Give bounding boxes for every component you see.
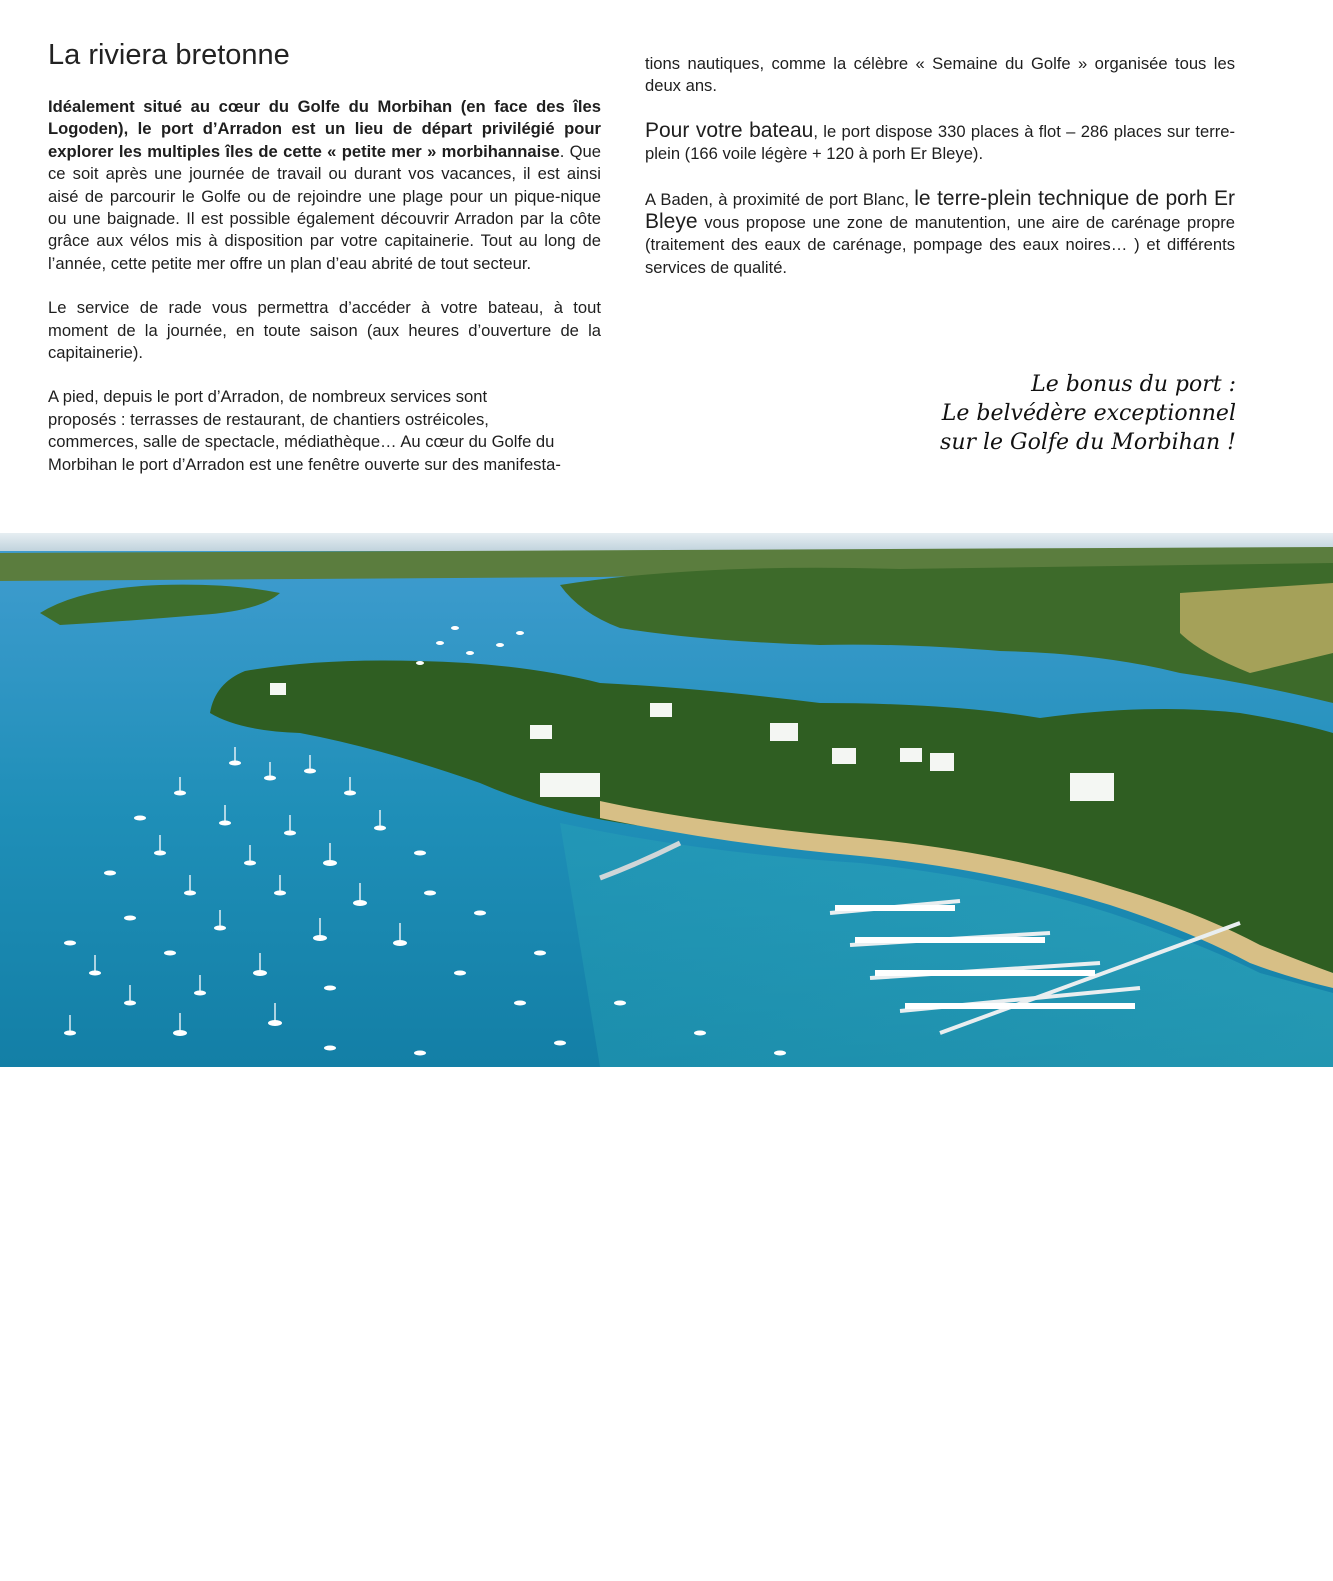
rade-service-paragraph: Le service de rade vous permettra d’accéder à votre bateau, à tout moment de la journée, en toute saison (aux heures d’ouverture de la capitainerie). (48, 298, 601, 363)
services-line-4: Morbihan le port d’Arradon est une fenêtre ouverte sur des manifesta- (48, 454, 561, 474)
baden-text: vous propose une zone de manutention, une aire de carénage propre (traitement des eaux de carénage, pompage des eaux noires… ) et différents services de qualité. (645, 213, 1235, 277)
boat-lead: Pour votre bateau (645, 118, 814, 142)
page-title: La riviera bretonne (48, 39, 290, 71)
right-column (645, 53, 1235, 301)
bonus-quote (820, 370, 1236, 457)
baden-start: A Baden, à proximité de port Blanc, (645, 189, 915, 209)
quote-line-1: Le bonus du port : (1031, 372, 1236, 397)
intro-paragraph (48, 96, 601, 275)
services-line-2: proposés : terrasses de restaurant, de chantiers ostréicoles, (48, 409, 489, 429)
intro-bold-text: Idéalement situé au cœur du Golfe du Morbihan (en face des îles Logoden), le port d’Arradon est un lieu de départ privilégié pour explorer les multiples îles de cette « petite mer » morbihannaise (48, 97, 601, 161)
photo-credit: Crédit photo : Alexandre Lamoureux (38, 1443, 48, 1581)
services-paragraph (48, 386, 601, 476)
boat-paragraph (645, 120, 1235, 166)
aerial-photo-illustration (0, 533, 1333, 1067)
aerial-photo (0, 533, 1333, 1581)
events-paragraph: tions nautiques, comme la célèbre « Semaine du Golfe » organisée tous les deux ans. (645, 54, 1235, 96)
left-column (48, 38, 601, 498)
baden-lead: le terre-plein technique de porh Er Bleye (645, 186, 1235, 234)
quote-line-2: Le belvédère exceptionnel (941, 401, 1236, 426)
intro-text: . Que ce soit après une journée de travail ou durant vos vacances, il est ainsi aisé de parcourir le Golfe ou de rejoindre une plage pour un pique-nique ou une baignade. Il est possible également découvrir Arradon par la côte grâce aux vélos mis à disposition par votre capitainerie. Tout au long de l’année, cette petite mer offre un plan d’eau abrité de tout secteur. (48, 141, 601, 273)
boat-text: , le port dispose 330 places à flot – 286 places sur terre-plein (166 voile légère + 120 à porh Er Bleye). (645, 121, 1236, 164)
services-line-3: commerces, salle de spectacle, médiathèque… Au cœur du Golfe du (48, 432, 555, 452)
quote-line-3: sur le Golfe du Morbihan ! (940, 430, 1236, 455)
services-line-1: A pied, depuis le port d’Arradon, de nombreux services sont (48, 387, 488, 407)
baden-paragraph (645, 188, 1235, 280)
